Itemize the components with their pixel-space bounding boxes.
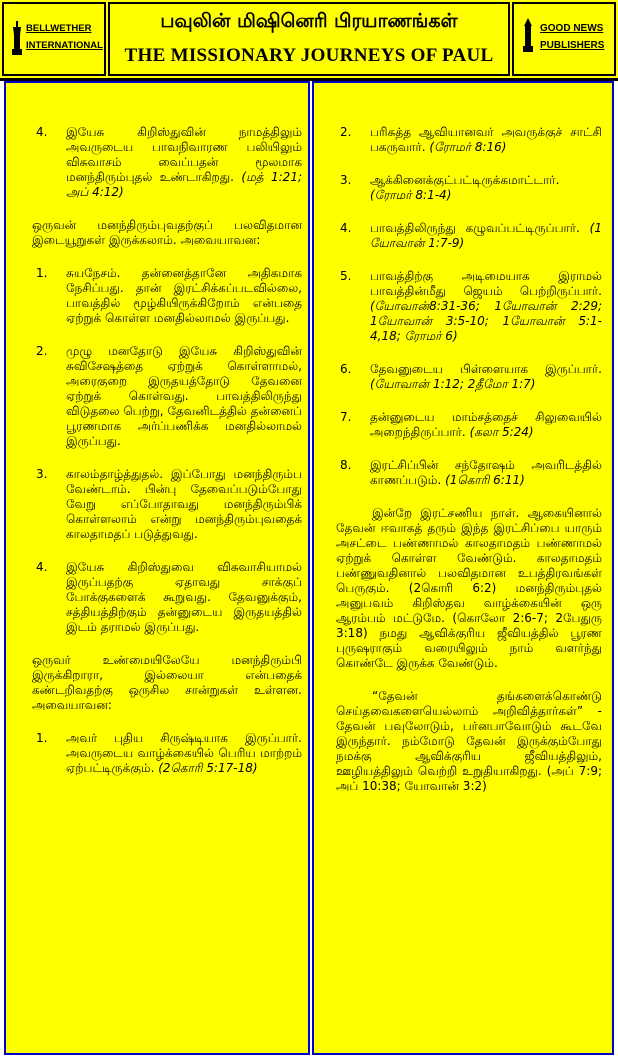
item-citation: (1 யோவான் 1:7-9) <box>370 221 602 250</box>
header <box>0 0 618 78</box>
item-text: தேவனுடைய பிள்ளையாக இருப்பார். <box>370 362 602 376</box>
item-number: 2. <box>36 344 48 358</box>
item-citation: (கலா 5:24) <box>469 425 534 439</box>
right-column <box>312 81 614 1055</box>
paragraph: ஒருவன் மனந்திரும்புவதற்குப் பலவிதமான இடையூறுகள் இருக்கலாம். அவையாவன: <box>32 218 302 247</box>
list-item <box>336 458 602 488</box>
title-box <box>108 2 510 76</box>
item-citation: (ரோமர் 8:16) <box>429 140 507 154</box>
item-number: 6. <box>340 362 352 376</box>
list-item <box>32 125 302 200</box>
bellwether-logo <box>2 2 106 76</box>
good-news-logo <box>512 2 616 76</box>
item-number: 5. <box>340 269 352 283</box>
list-item <box>336 362 602 392</box>
item-text: இரட்சிப்பின் சந்தோஷம் அவரிடத்தில் காணப்படும். <box>370 458 602 487</box>
bell-tower-icon <box>11 21 23 55</box>
left-column <box>4 81 310 1055</box>
paragraph: ஒருவர் உண்மையிலேயே மனந்திரும்பி இருக்கிறாரா, இல்லையா என்பதைக் கண்டறிவதற்கு ஒருசில சான்றுகள் உள்ளன. அவையாவன: <box>32 653 302 712</box>
item-number: 3. <box>36 467 48 481</box>
page-title-tamil: பவுலின் மிஷினெரி பிரயாணங்கள் <box>160 10 458 32</box>
item-citation: (2கொரி 5:17-18) <box>158 761 258 775</box>
page-title-english: THE MISSIONARY JOURNEYS OF PAUL <box>124 45 494 66</box>
item-text: காலம்தாழ்த்துதல். இப்போது மனந்திரும்ப வேண்டாம். பின்பு தேவைப்படும்போது வேறு எப்போதாவது மனந்திரும்பிக் கொள்ளலாம் என்று மனந்திரும்புவதைக் காலதாமதப் படுத்துவது. <box>66 467 302 541</box>
bellwether-logo-text: BELLWETHER INTERNATIONAL <box>26 23 103 51</box>
item-number: 1. <box>36 266 48 280</box>
right-column-content <box>336 125 602 812</box>
good-news-logo-text: GOOD NEWS PUBLISHERS <box>540 23 605 51</box>
list-item <box>336 173 602 203</box>
item-text: சுயநேசம். தன்னைத்தானே அதிகமாக நேசிப்பது. தான் இரட்சிக்கப்படவில்லை, பாவத்தில் மூழ்கியிருக்கிறோம் என்பதை ஏற்றுக் கொள்ள மனதில்லாமல் இருப்பது. <box>66 266 302 325</box>
item-number: 1. <box>36 731 48 745</box>
item-number: 2. <box>340 125 352 139</box>
list-item <box>336 410 602 440</box>
item-text: ஆக்கினைக்குட்பட்டிருக்கமாட்டார். <box>370 173 560 187</box>
list-item <box>336 269 602 344</box>
item-text: அவர் புதிய சிருஷ்டியாக இருப்பார். அவருடைய வாழ்க்கையில் பெரிய மாற்றம் ஏற்பட்டிருக்கும். <box>66 731 302 775</box>
item-text: பாவத்திற்கு அடிமையாக இராமல் பாவத்தின்மீது ஜெயம் பெற்றிருப்பார். <box>370 269 602 298</box>
item-text: பாவத்திலிருந்து கழுவப்பட்டிருப்பார். <box>370 221 580 235</box>
item-number: 8. <box>340 458 352 472</box>
list-item <box>32 467 302 542</box>
item-text: பரிசுத்த ஆவியானவர் அவருக்குச் சாட்சி பகருவார். <box>370 125 602 154</box>
item-citation: (மத் 1:21; அப் 4:12) <box>66 170 302 199</box>
item-text: இயேசு கிறிஸ்துவின் நாமத்திலும் அவருடைய பாவநிவாரண பலியிலும் விசுவாசம் வைப்பதன் மூலமாக மனந்திரும்புதல் உண்டாகிறது. <box>66 125 302 184</box>
item-number: 7. <box>340 410 352 424</box>
paragraph: இன்றே இரட்சணிய நாள். ஆகையினால் தேவன் ஈவாகத் தரும் இந்த இரட்சிப்பை யாரும் அசட்டை பண்ணாமல் காலதாமதம் பண்ணாமல் ஏற்றுக் கொள்ள வேண்டும். காலதாமதம் பண்ணுவதினால் பலவிதமான உபத்திரவங்கள் பெருகும். (2கொரி 6:2) மனந்திரும்புதல் அனுபவம் கிறிஸ்தவ வாழ்க்கையின் ஒரு ஆரம்பம் மட்டுமே. (கொலோ 2:6-7; 2பேதுரு 3:18) நமது ஆவிக்குரிய ஜீவியத்தில் பூரண புருஷராகும் வரையிலும் நாம் வளர்ந்து கொண்டே இருக்க வேண்டும். <box>336 506 602 670</box>
item-citation: (யோவான்8:31-36; 1யோவான் 2:29; 1யோவான் 3:5-10; 1யோவான் 5:1-4,18; ரோமர் 6) <box>370 299 602 343</box>
item-number: 4. <box>340 221 352 235</box>
item-number: 4. <box>36 560 48 574</box>
paragraph: “தேவன் தங்களைக்கொண்டு செய்தவைகளையெல்லாம் அறிவித்தார்கள்” - தேவன் பவுலோடும், பர்னபாவோடும் கூடவே இருந்தார். நம்மோடு தேவன் இருக்கும்போது நமக்கு ஆவிக்குரிய ஜீவியத்திலும், ஊழியத்திலும் வெற்றி உறுதியாகிறது. (அப் 7:9; அப் 10:38; யோவான் 3:2) <box>336 689 602 793</box>
item-text: தன்னுடைய மாம்சத்தைச் சிலுவையில் அறைந்திருப்பார். <box>370 410 602 439</box>
list-item <box>32 344 302 449</box>
left-column-content <box>32 125 302 794</box>
item-citation: (1கொரி 6:11) <box>445 473 525 487</box>
item-number: 3. <box>340 173 352 187</box>
tower-icon <box>522 18 534 52</box>
list-item <box>336 221 602 251</box>
item-text: முழு மனதோடு இயேசு கிறிஸ்துவின் சுவிசேஷத்தை ஏற்றுக் கொள்ளாமல், அரைகுறை இருதயத்தோடு தேவனை ஏற்றுக் கொள்வது. பாவத்திலிருந்து விடுதலை பெற்று, தேவனிடத்தில் தன்னைப் பூரணமாக அர்ப்பணிக்க மனதில்லாமல் இருப்பது. <box>66 344 302 448</box>
list-item <box>32 266 302 326</box>
list-item <box>32 560 302 635</box>
item-text: இயேசு கிறிஸ்துவை விசுவாசியாமல் இருப்பதற்கு ஏதாவது சாக்குப் போக்குகளைக் கூறுவது. தேவனுக்கும், சத்தியத்திற்கும் தன்னுடைய இருதயத்தில் இடம் தராமல் இருப்பது. <box>66 560 302 634</box>
item-citation: (யோவான் 1:12; 2தீமோ 1:7) <box>370 377 536 391</box>
item-citation: (ரோமர் 8:1-4) <box>370 188 452 202</box>
list-item <box>32 731 302 776</box>
list-item <box>336 125 602 155</box>
item-number: 4. <box>36 125 48 139</box>
